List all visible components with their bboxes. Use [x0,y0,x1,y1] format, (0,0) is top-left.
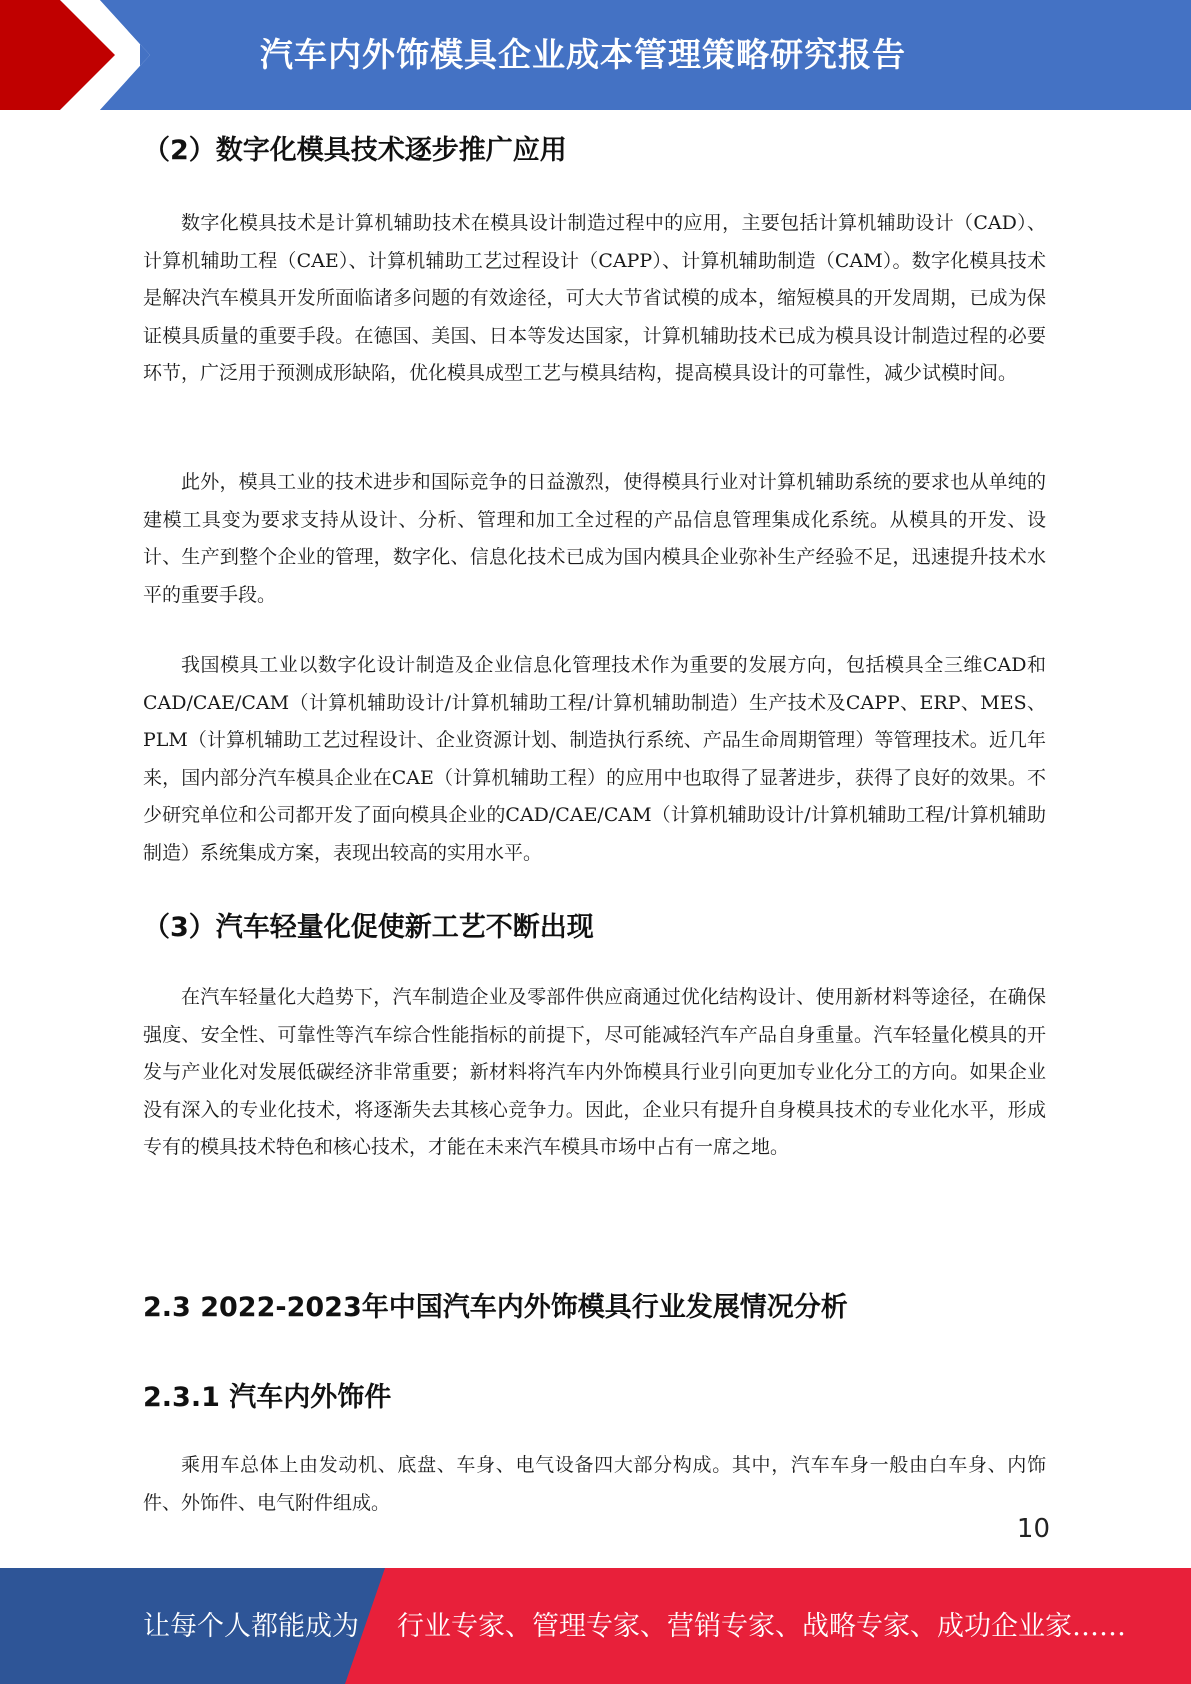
paragraph: 乘用车总体上由发动机、底盘、车身、电气设备四大部分构成。其中，汽车车身一般由白车身、内饰件、外饰件、电气附件组成。 [143,1454,1046,1514]
report-title: 汽车内外饰模具企业成本管理策略研究报告 [260,35,906,74]
paragraph: 此外，模具工业的技术进步和国际竞争的日益激烈，使得模具行业对计算机辅助系统的要求也从单纯的建模工具变为要求支持从设计、分析、管理和加工全过程的产品信息管理集成化系统。从模具的开发、设计、生产到整个企业的管理，数字化、信息化技术已成为国内模具企业弥补生产经验不足，迅速提升技术水平的重要手段。 [143,471,1046,606]
paragraph: 在汽车轻量化大趋势下，汽车制造企业及零部件供应商通过优化结构设计、使用新材料等途径，在确保强度、安全性、可靠性等汽车综合性能指标的前提下，尽可能减轻汽车产品自身重量。汽车轻量化模具的开发与产业化对发展低碳经济非常重要；新材料将汽车内外饰模具行业引向更加专业化分工的方向。如果企业没有深入的专业化技术，将逐渐失去其核心竞争力。因此，企业只有提升自身模具技术的专业化水平，形成专有的模具技术特色和核心技术，才能在未来汽车模具市场中占有一席之地。 [143,986,1046,1159]
section-heading-2-3: 2.3 2022-2023年中国汽车内外饰模具行业发展情况分析 [143,1292,848,1323]
section-heading-digital-mold: （2）数字化模具技术逐步推广应用 [143,135,567,166]
section-heading-lightweight: （3）汽车轻量化促使新工艺不断出现 [143,912,594,943]
paragraph: 我国模具工业以数字化设计制造及企业信息化管理技术作为重要的发展方向，包括模具全三维CAD和CAD/CAE/CAM（计算机辅助设计/计算机辅助工程/计算机辅助制造）生产技术及CAPP、ERP、MES、PLM（计算机辅助工艺过程设计、企业资源计划、制造执行系统、产品生命周期管理）等管理技术。近几年来，国内部分汽车模具企业在CAE（计算机辅助工程）的应用中也取得了显著进步，获得了良好的效果。不少研究单位和公司都开发了面向模具企业的CAD/CAE/CAM（计算机辅助设计/计算机辅助工程/计算机辅助制造）系统集成方案，表现出较高的实用水平。 [143,654,1046,864]
page-number: 10 [1016,1514,1050,1544]
header-banner [0,0,1191,110]
footer-slogan-left: 让每个人都能成为 [143,1611,359,1642]
paragraph: 数字化模具技术是计算机辅助技术在模具设计制造过程中的应用，主要包括计算机辅助设计（CAD）、计算机辅助工程（CAE）、计算机辅助工艺过程设计（CAPP）、计算机辅助制造（CAM）。数字化模具技术是解决汽车模具开发所面临诸多问题的有效途径，可大大节省试模的成本，缩短模具的开发周期，已成为保证模具质量的重要手段。在德国、美国、日本等发达国家，计算机辅助技术已成为模具设计制造过程的必要环节，广泛用于预测成形缺陷，优化模具成型工艺与模具结构，提高模具设计的可靠性，减少试模时间。 [143,212,1046,385]
section-heading-2-3-1: 2.3.1 汽车内外饰件 [143,1382,392,1413]
footer-banner [0,1568,1191,1684]
footer-slogan-right: 行业专家、管理专家、营销专家、战略专家、成功企业家…… [397,1611,1126,1642]
